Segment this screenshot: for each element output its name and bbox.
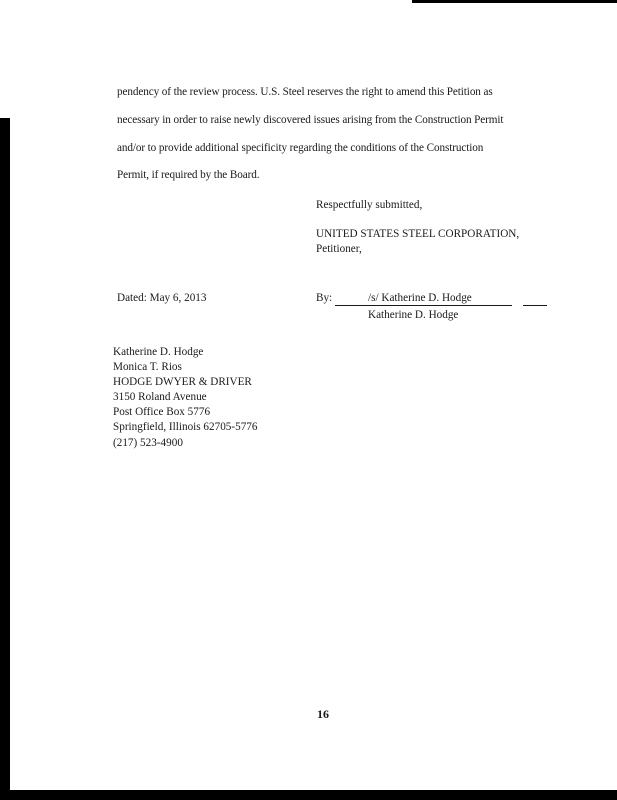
closing-phrase: Respectfully submitted, xyxy=(316,199,423,211)
petitioner-role: Petitioner, xyxy=(316,243,362,255)
corporation-name: UNITED STATES STEEL CORPORATION, xyxy=(316,228,520,240)
body-text-line: pendency of the review process. U.S. Steel reserves the right to amend this Petition as xyxy=(117,86,493,98)
address-line: Post Office Box 5776 xyxy=(113,406,211,419)
signature-line-tail xyxy=(523,305,547,306)
body-text-line: Permit, if required by the Board. xyxy=(117,169,260,181)
electronic-signature: /s/ Katherine D. Hodge xyxy=(368,292,472,304)
signature-line xyxy=(335,305,512,306)
address-line: (217) 523-4900 xyxy=(113,436,183,449)
address-line: Springfield, Illinois 62705-5776 xyxy=(113,421,258,434)
body-text-line: and/or to provide additional specificity regarding the conditions of the Construction xyxy=(117,142,484,154)
page-number: 16 xyxy=(317,707,329,721)
address-line: Monica T. Rios xyxy=(113,361,182,374)
scan-left-edge xyxy=(0,118,10,800)
counsel-address-block xyxy=(113,345,258,451)
body-text-line: necessary in order to raise newly discovered issues arising from the Construction Permit xyxy=(117,114,504,126)
date-line: Dated: May 6, 2013 xyxy=(117,292,207,304)
by-label: By: xyxy=(316,292,333,304)
scan-bottom-edge xyxy=(0,790,617,800)
address-line: Katherine D. Hodge xyxy=(113,346,204,358)
address-line: HODGE DWYER & DRIVER xyxy=(113,376,252,389)
address-line: 3150 Roland Avenue xyxy=(113,391,207,404)
scan-top-edge xyxy=(412,0,617,3)
printed-name: Katherine D. Hodge xyxy=(368,309,459,321)
